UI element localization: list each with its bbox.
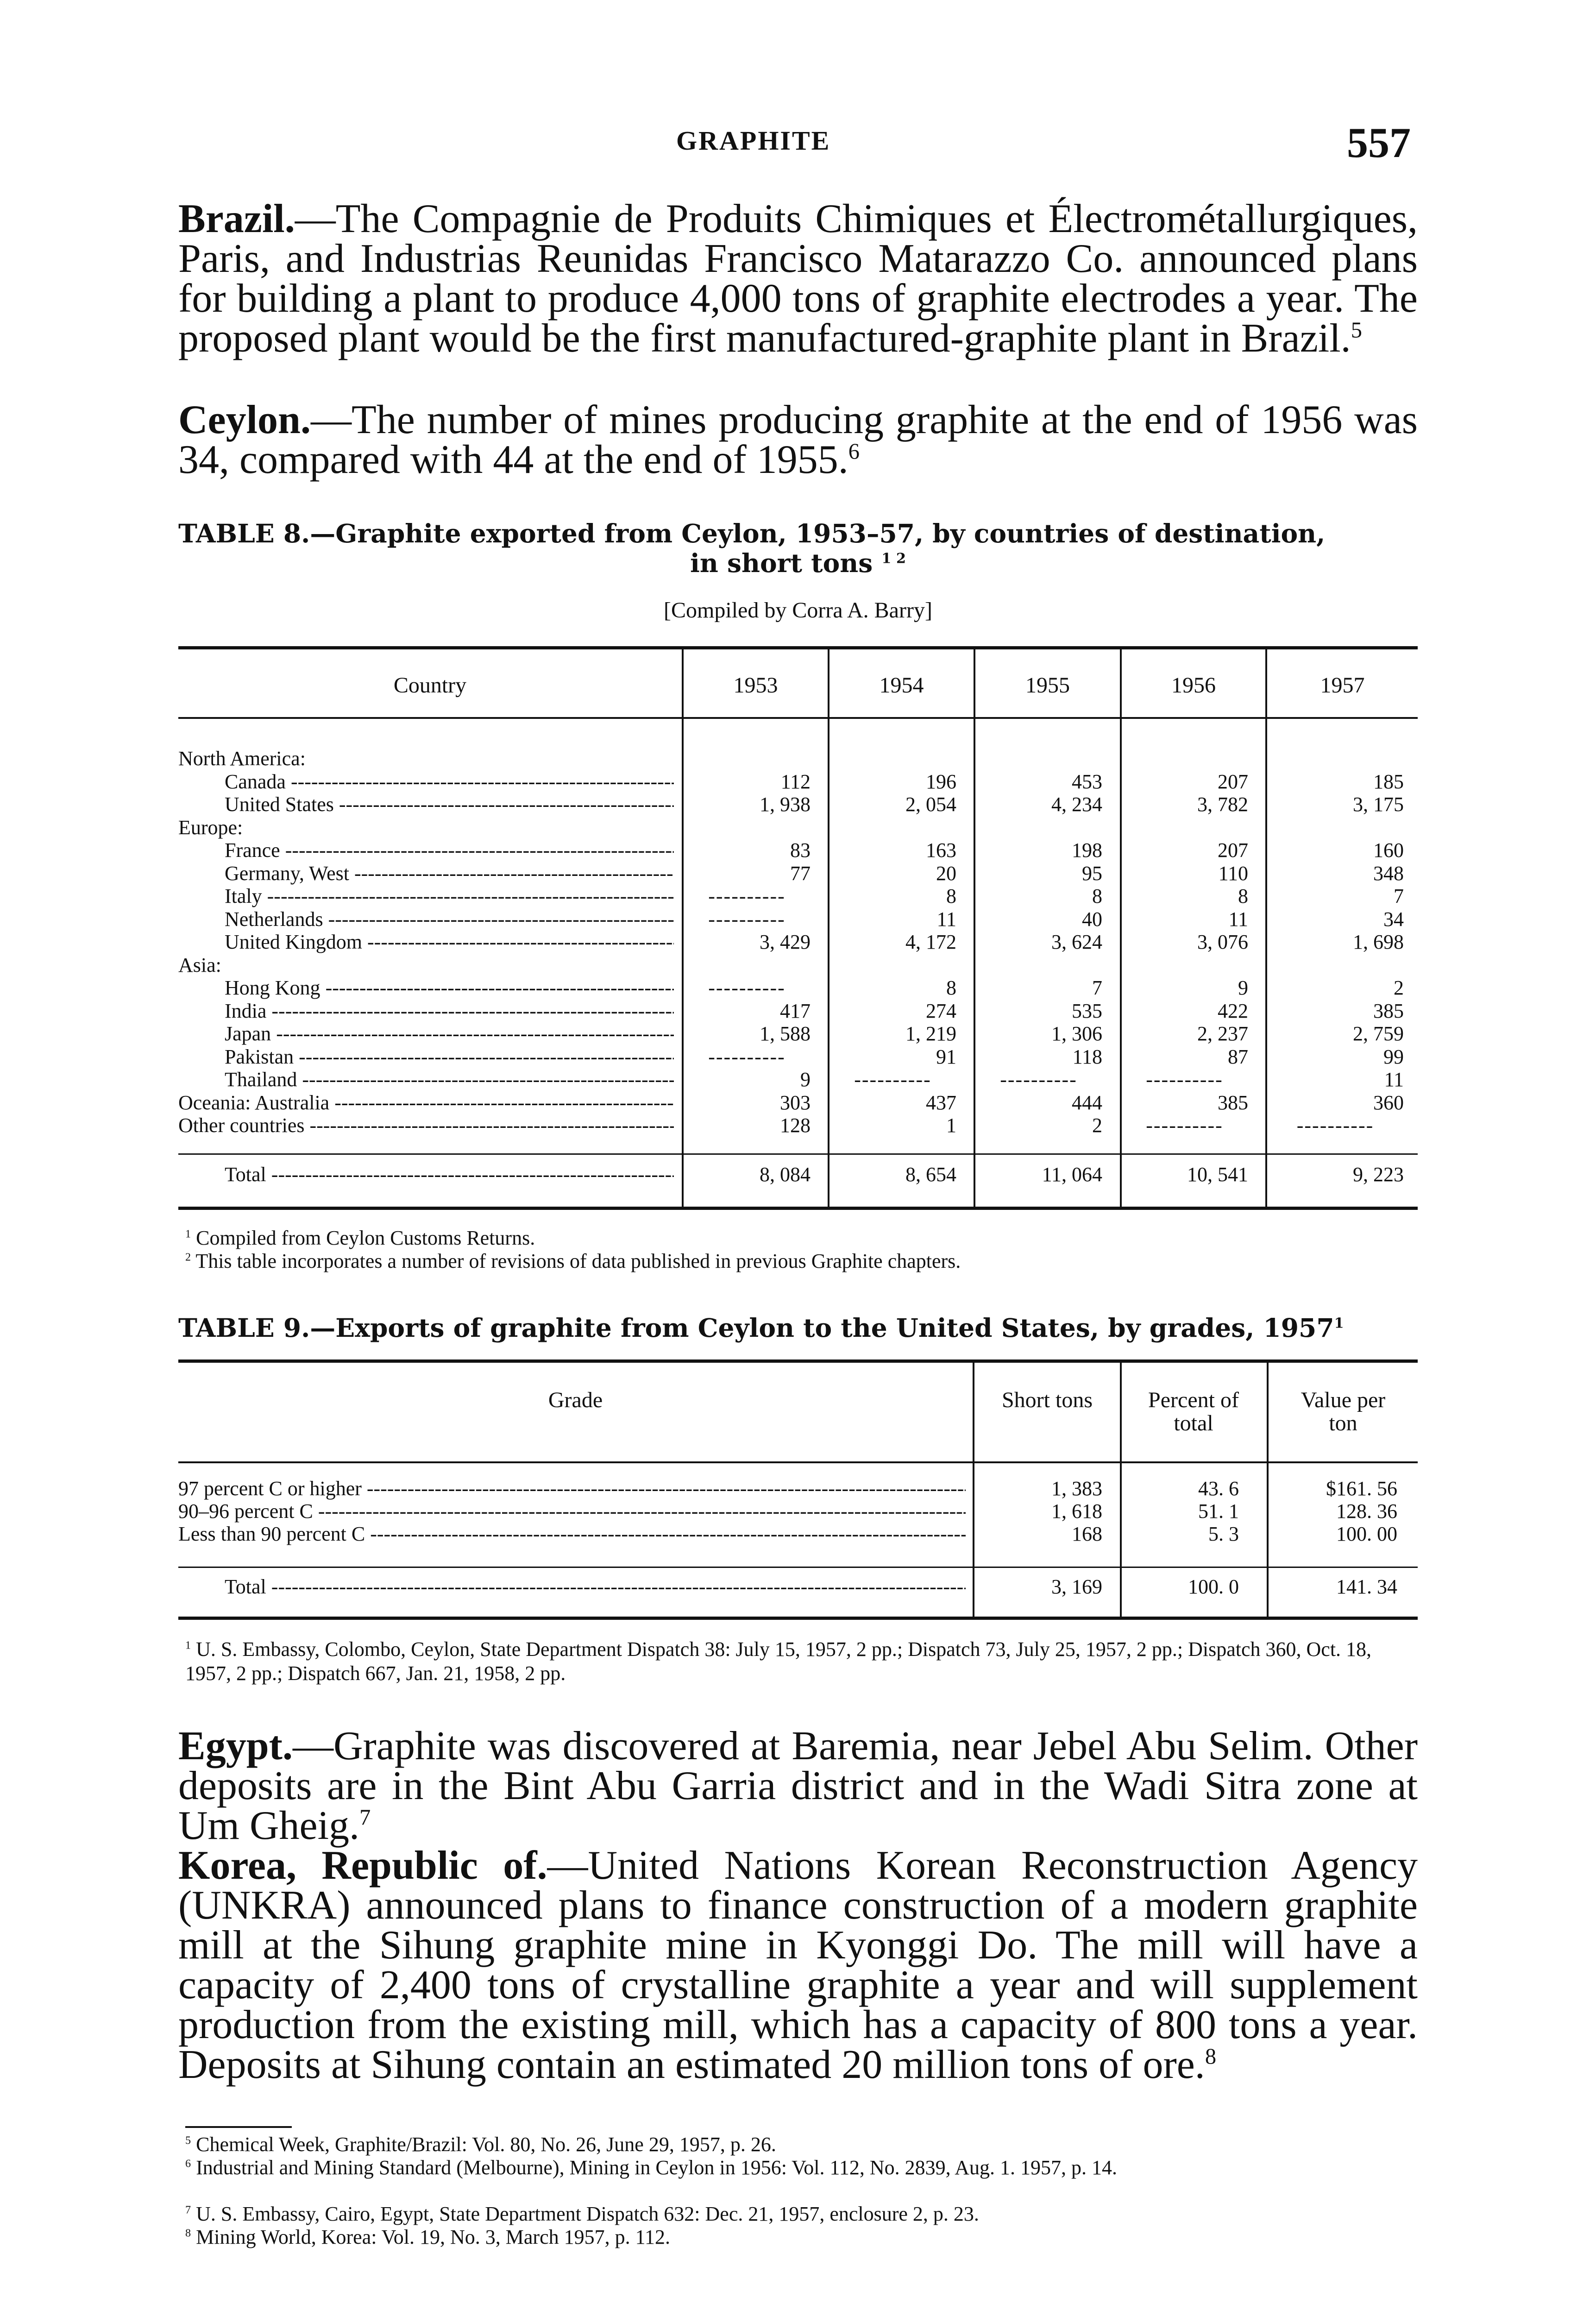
table8-cell: 7 (1394, 885, 1404, 907)
table8-cell: 7 (1092, 976, 1102, 999)
table8-cell: 9 (1238, 976, 1248, 999)
footnote-ref-5: 5 (1351, 318, 1362, 343)
footnote-ref-6: 6 (848, 439, 860, 464)
table8-row-label: Japan ----- (225, 1022, 674, 1045)
table8-cell: ---------- (708, 908, 785, 931)
table8-cell: 1, 698 (1353, 931, 1404, 953)
table8-caption-line2: in short tons $^{1 2}$ (690, 548, 906, 578)
table9-cell: 43. 6 (1198, 1477, 1239, 1500)
table8-cell: 196 (926, 770, 956, 793)
table8-cell: ---------- (708, 885, 785, 907)
table8-row (178, 1068, 1418, 1091)
table8-cell: 128 (780, 1114, 811, 1137)
table8-header-1953: 1953 (733, 673, 778, 698)
page-footnote-7: $^7$ U. S. Embassy, Cairo, Egypt, State Department Dispatch 632: Dec. 21, 1957, enclosure 2, p. 23. (185, 2203, 979, 2225)
table9-cell: 5. 3 (1208, 1523, 1239, 1545)
page-footnote-6: $^6$ Industrial and Mining Standard (Melbourne), Mining in Ceylon in 1956: Vol. 112, No. 2839, Aug. 1. 1957, p. 14. (185, 2156, 1117, 2179)
table8-cell: 8 (1238, 885, 1248, 907)
table8-cell: 118 (1072, 1045, 1102, 1068)
table8-cell: 3, 175 (1353, 793, 1404, 816)
table8-row-label: Germany, West ----- (225, 862, 674, 885)
table9-total-label: Total ----- (225, 1575, 966, 1599)
table8-cell: 3, 624 (1051, 931, 1102, 953)
table9-cell: 1, 383 (1051, 1477, 1102, 1500)
table9-cell: 1, 618 (1051, 1500, 1102, 1523)
table8-cell: 11 (1384, 1068, 1404, 1091)
table8-cell: ---------- (708, 1045, 785, 1068)
table8-cell: 11, 064 (1042, 1163, 1102, 1186)
table8-cell: 1 (946, 1114, 956, 1137)
table8-row (178, 793, 1418, 816)
table9-row-label: 97 percent C or higher ----- (178, 1477, 966, 1500)
table8-caption-line1: TABLE 8.—Graphite exported from Ceylon, 1953–57, by countries of destination, (178, 518, 1326, 548)
table8-row-label: Pakistan ----- (225, 1045, 674, 1069)
ceylon-text: —The number of mines producing graphite at the end of 1956 was 34, compared with 44 at the end of 1955. (178, 397, 1418, 482)
table8-cell: 8 (946, 885, 956, 907)
table8-cell: 3, 429 (760, 931, 811, 953)
table8-footnote-2: $^2$ This table incorporates a number of revisions of data published in previous Graphite chapters. (185, 1250, 961, 1272)
table8-cell: 1, 938 (760, 793, 811, 816)
table9-cell: $161. 56 (1326, 1477, 1397, 1500)
table8-cell: 95 (1082, 862, 1102, 885)
table8-row-label: Oceania: Australia ----- (178, 1091, 674, 1114)
table8-cell: 91 (936, 1045, 956, 1068)
table8-total-label: Total ----- (225, 1163, 674, 1186)
table8-row-label: North America: (178, 747, 306, 770)
table8-bottom-rule (178, 1207, 1418, 1210)
table9-header-value: Value per ton (1301, 1388, 1386, 1435)
table8-cell: 185 (1373, 770, 1404, 793)
table8-header-rule (178, 717, 1418, 719)
table8-cell: 77 (790, 862, 811, 885)
table9-cell: 141. 34 (1336, 1575, 1397, 1598)
table9-header-short-tons: Short tons (1001, 1388, 1093, 1412)
paragraph-brazil (178, 196, 1418, 361)
table8-row (178, 770, 1418, 793)
paragraph-ceylon (178, 397, 1418, 482)
table9-cell: 100. 00 (1336, 1523, 1397, 1545)
table9-header-percent: Percent of total (1148, 1388, 1239, 1435)
table9-total-rule (178, 1567, 1418, 1568)
egypt-text: —Graphite was discovered at Baremia, near Jebel Abu Selim. Other deposits are in the Bint Abu Garria district and in the Wadi Sitra zone at Um Gheig. (178, 1724, 1418, 1848)
table8-cell: 40 (1082, 908, 1102, 931)
table8-cell: 20 (936, 862, 956, 885)
table8-cell: 385 (1373, 1000, 1404, 1022)
table9-cell: 128. 36 (1336, 1500, 1397, 1523)
table8-cell: 4, 234 (1051, 793, 1102, 816)
table8-cell: 8, 084 (760, 1163, 811, 1186)
korea-text: —United Nations Korean Reconstruction Agency (UNKRA) announced plans to finance construction of a modern graphite mill at the Sihung graphite mine in Kyonggi Do. The mill will have a capacity of 2,400 tons of crystalline graphite a year and will supplement production from the existing mill, which has a capacity of 800 tons a year. Deposits at Sihung contain an estimated 20 million tons of ore. (178, 1843, 1418, 2087)
table8-row-label: Canada ----- (225, 770, 674, 793)
table8-header-1954: 1954 (879, 673, 924, 698)
table8-cell: 110 (1218, 862, 1248, 885)
table8-cell: 437 (926, 1091, 956, 1114)
table8-total-row (178, 1163, 1418, 1186)
table8-caption (178, 519, 1418, 578)
table8-row-label: France ----- (225, 838, 674, 862)
table8-cell: 9, 223 (1353, 1163, 1404, 1186)
brazil-text: —The Compagnie de Produits Chimiques et Électrométallurgiques, Paris, and Industrias Reunidas Francisco Matarazzo Co. announced plans for building a plant to produce 4,000 tons of graphite electrodes a year. The proposed plant would be the first manufactured-graphite plant in Brazil. (178, 196, 1418, 361)
table8-compiled-by: [Compiled by Corra A. Barry] (664, 598, 932, 623)
table8-cell: 422 (1218, 1000, 1248, 1022)
table8-row (178, 976, 1418, 999)
table8-cell: 207 (1218, 839, 1248, 862)
table8-row (178, 884, 1418, 907)
table8-row-label: India ----- (225, 999, 674, 1023)
table9-row-label: Less than 90 percent C ----- (178, 1522, 966, 1546)
table8-header-1956: 1956 (1171, 673, 1216, 698)
table8-row (178, 862, 1418, 885)
table8-cell: 8 (1092, 885, 1102, 907)
brazil-lead: Brazil. (178, 196, 295, 241)
table9-cell: 3, 169 (1051, 1575, 1102, 1598)
table8-cell: 2, 054 (905, 793, 956, 816)
table8-cell: ---------- (1146, 1114, 1223, 1137)
table9-total-row (178, 1575, 1418, 1598)
table8-row (178, 747, 1418, 770)
footnote-ref-7: 7 (359, 1805, 371, 1830)
table9-cell: 51. 1 (1198, 1500, 1239, 1523)
table8-row-label: United States ----- (225, 793, 674, 816)
table8-header-1957: 1957 (1320, 673, 1365, 698)
table8-cell: 385 (1218, 1091, 1248, 1114)
table8-cell: 1, 588 (760, 1022, 811, 1045)
table8-header-1955: 1955 (1025, 673, 1070, 698)
table8-cell: 274 (926, 1000, 956, 1022)
table8-row (178, 838, 1418, 862)
table9-header-grade: Grade (548, 1388, 603, 1412)
table8-cell: 2, 237 (1197, 1022, 1248, 1045)
table8-row (178, 999, 1418, 1022)
table8-cell: 34 (1383, 908, 1404, 931)
table8-cell: 11 (936, 908, 956, 931)
table8-row-label: Europe: (178, 816, 243, 839)
table9-caption: TABLE 9.—Exports of graphite from Ceylon to the United States, by grades, 1957$^1$ (178, 1313, 1344, 1343)
table8-cell: 2 (1092, 1114, 1102, 1137)
table9-row (178, 1522, 1418, 1545)
table8-row (178, 1091, 1418, 1114)
table8-cell: 160 (1373, 839, 1404, 862)
table8-top-rule (178, 646, 1418, 649)
table8-cell: 163 (926, 839, 956, 862)
table8-row-label: Other countries ----- (178, 1114, 674, 1137)
table8-cell: ---------- (1146, 1068, 1223, 1091)
page-footnote-5: $^5$ Chemical Week, Graphite/Brazil: Vol. 80, No. 26, June 29, 1957, p. 26. (185, 2133, 776, 2156)
table8-cell: 87 (1228, 1045, 1248, 1068)
table8-cell: 2 (1394, 976, 1404, 999)
page-number: 557 (1347, 119, 1411, 166)
table8-cell: ---------- (854, 1068, 931, 1091)
table8-cell: 99 (1383, 1045, 1404, 1068)
table8-row-label: Hong Kong ----- (225, 976, 674, 1000)
table8-row (178, 816, 1418, 839)
table8-cell: 360 (1373, 1091, 1404, 1114)
table8-row (178, 953, 1418, 976)
table8-cell: 198 (1072, 839, 1102, 862)
paragraph-egypt (178, 1726, 1418, 1846)
table8-cell: 10, 541 (1187, 1163, 1248, 1186)
table8-cell: ---------- (708, 976, 785, 999)
table8-cell: ---------- (1296, 1114, 1374, 1137)
table9-row (178, 1477, 1418, 1500)
table8-cell: 3, 076 (1197, 931, 1248, 953)
korea-lead: Korea, Republic of. (178, 1843, 547, 1888)
table9-bottom-rule (178, 1617, 1418, 1620)
table9-footnote-1: $^1$ U. S. Embassy, Colombo, Ceylon, State Department Dispatch 38: July 15, 1957, 2 pp.; Dispatch 73, July 25, 1957, 2 pp.; Dispatch 360, Oct. 18, 1957, 2 pp.; Dispatch 667, Jan. 21, 1958, 2 pp. (185, 1638, 1372, 1685)
table8-cell: 417 (780, 1000, 811, 1022)
table8-row (178, 1022, 1418, 1045)
table8-cell: 11 (1228, 908, 1248, 931)
table8-cell: 9 (800, 1068, 811, 1091)
table8-cell: 535 (1072, 1000, 1102, 1022)
table8-cell: 3, 782 (1197, 793, 1248, 816)
table8-row (178, 1114, 1418, 1137)
table8-total-rule (178, 1153, 1418, 1155)
table9-header-rule (178, 1461, 1418, 1463)
egypt-lead: Egypt. (178, 1724, 293, 1768)
table8-header-country: Country (393, 673, 467, 698)
table8-row (178, 1045, 1418, 1068)
table8-cell: 112 (780, 770, 811, 793)
table8-row-label: United Kingdom ----- (225, 930, 674, 954)
table8-row-label: Netherlands ----- (225, 907, 674, 931)
table8-cell: 348 (1373, 862, 1404, 885)
ceylon-lead: Ceylon. (178, 397, 311, 442)
table8-row-label: Thailand ----- (225, 1068, 674, 1091)
footnote-ref-8: 8 (1205, 2044, 1217, 2069)
table9-cell: 100. 0 (1188, 1575, 1239, 1598)
table8-cell: 453 (1072, 770, 1102, 793)
table8-cell: 2, 759 (1353, 1022, 1404, 1045)
table8-cell: 8, 654 (905, 1163, 956, 1186)
table8-row (178, 930, 1418, 953)
running-head: GRAPHITE (676, 126, 831, 156)
table8-cell: 1, 219 (905, 1022, 956, 1045)
table8-cell: 83 (790, 839, 811, 862)
table8-row (178, 907, 1418, 931)
table8-cell: 8 (946, 976, 956, 999)
table8-row-label: Italy ----- (225, 884, 674, 908)
footnote-separator (185, 2126, 292, 2128)
table9-top-rule (178, 1359, 1418, 1363)
table8-cell: 444 (1072, 1091, 1102, 1114)
table8-footnote-1: $^1$ Compiled from Ceylon Customs Returns. (185, 1227, 535, 1249)
table9-row-label: 90–96 percent C ----- (178, 1499, 966, 1523)
paragraph-korea (178, 1843, 1418, 2087)
table9-cell: 168 (1072, 1523, 1102, 1545)
table8-cell: 303 (780, 1091, 811, 1114)
table9-row (178, 1499, 1418, 1523)
table8-cell: 1, 306 (1051, 1022, 1102, 1045)
table8-row-label: Asia: (178, 954, 221, 976)
table8-cell: 207 (1218, 770, 1248, 793)
table8-cell: 4, 172 (905, 931, 956, 953)
table8-cell: ---------- (1000, 1068, 1077, 1091)
page-footnote-8: $^8$ Mining World, Korea: Vol. 19, No. 3, March 1957, p. 112. (185, 2226, 670, 2248)
